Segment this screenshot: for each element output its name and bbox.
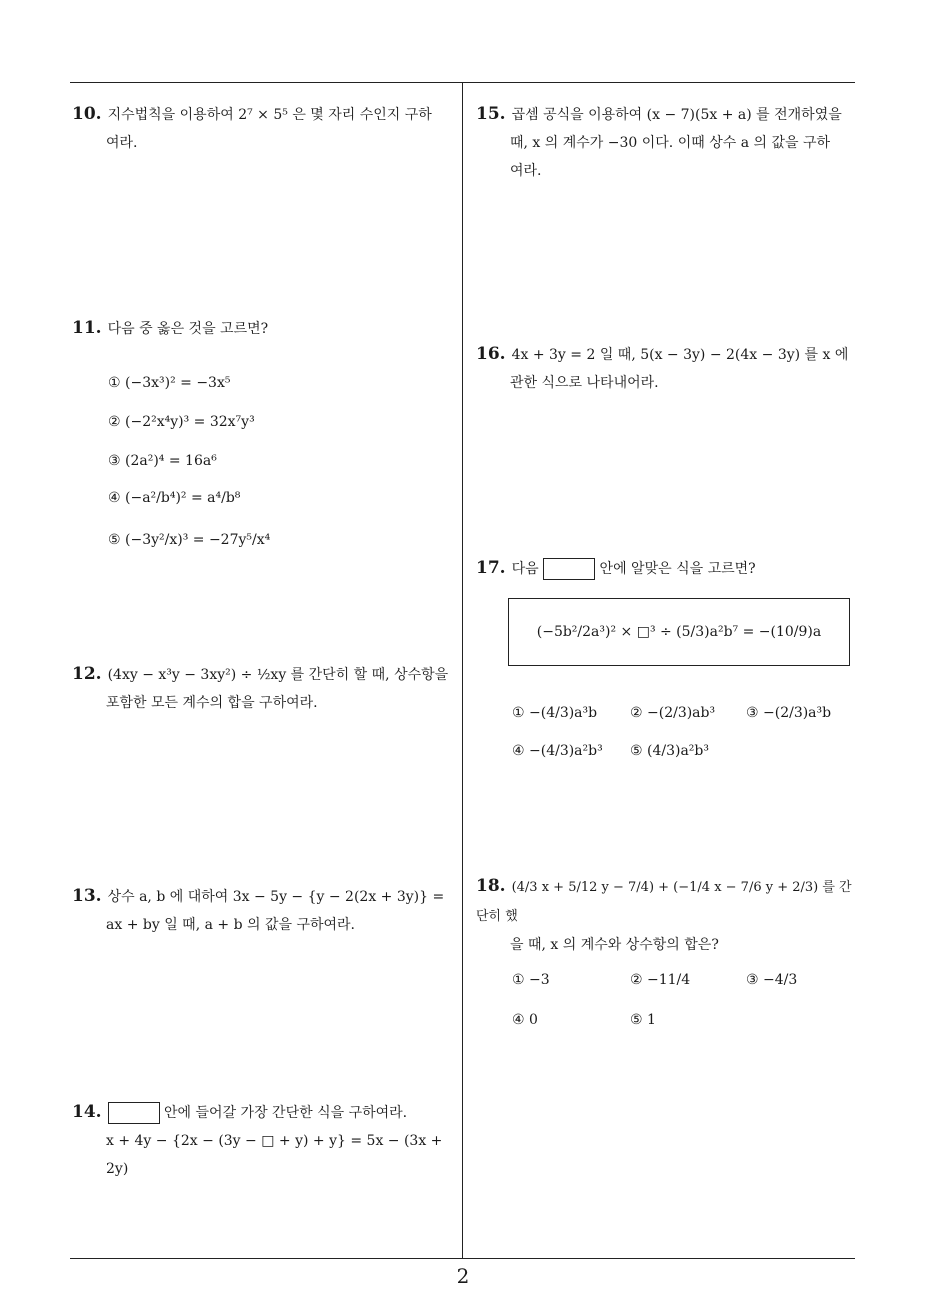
question-text-cont: 때, x 의 계수가 −30 이다. 이때 상수 a 의 값을 구하 [510,135,831,151]
question-text-cont: 관한 식으로 나타내어라. [510,375,659,391]
bottom-rule [70,1258,855,1259]
choice-1[interactable]: ① −(4/3)a³b [512,705,598,721]
choice-5[interactable]: ⑤ (4/3)a²b³ [630,743,709,759]
question-text-cont: 포함한 모든 계수의 합을 구하여라. [106,695,318,711]
question-equation: (−5b²/2a³)² × □³ ÷ (5/3)a²b⁷ = −(10/9)a [536,624,822,640]
choice-4[interactable]: ④ −(4/3)a²b³ [512,743,603,759]
question-number: 18. [476,876,506,896]
question-14 [72,1098,457,1183]
choice-1[interactable]: ① −3 [512,972,550,988]
question-18 [476,872,861,959]
answer-box [108,1102,160,1124]
choice-3[interactable]: ③ (2a²)⁴ = 16a⁶ [108,453,217,469]
question-text: 다음 [511,561,539,577]
equation-box [508,598,850,666]
question-17 [476,554,861,583]
question-number: 12. [72,664,102,684]
question-text: (4/3 x + 5/12 y − 7/4) + (−1/4 x − 7/6 y + 2/3) 를 간단히 했 [476,880,852,924]
choice-4[interactable]: ④ 0 [512,1012,538,1028]
choice-5[interactable]: ⑤ 1 [630,1012,656,1028]
question-13 [72,882,457,939]
question-text: 지수법칙을 이용하여 2⁷ × 5⁵ 은 몇 자리 수인지 구하 [107,107,432,123]
choice-2[interactable]: ② (−2²x⁴y)³ = 32x⁷y³ [108,414,255,430]
question-15 [476,100,861,185]
choice-5[interactable]: ⑤ (−3y²/x)³ = −27y⁵/x⁴ [108,532,271,548]
question-10 [72,100,457,157]
answer-box [543,558,595,580]
choice-3[interactable]: ③ −4/3 [746,972,798,988]
question-text: 상수 a, b 에 대하여 3x − 5y − {y − 2(2x + 3y)} = [107,889,445,905]
choice-3[interactable]: ③ −(2/3)a³b [746,705,832,721]
column-divider [462,83,463,1258]
question-number: 15. [476,104,506,124]
page-number: 2 [456,1264,470,1288]
question-text-cont: 여라. [510,163,542,179]
question-number: 16. [476,344,506,364]
question-number: 17. [476,558,506,578]
question-text-cont: 을 때, x 의 계수와 상수항의 합은? [510,937,719,953]
question-text: (4xy − x³y − 3xy²) ÷ ½xy 를 간단히 할 때, 상수항을 [107,667,449,683]
choice-4[interactable]: ④ (−a²/b⁴)² = a⁴/b⁸ [108,490,241,506]
question-12 [72,660,457,717]
question-text: 곱셈 공식을 이용하여 (x − 7)(5x + a) 를 전개하였을 [511,107,842,123]
question-text: 4x + 3y = 2 일 때, 5(x − 3y) − 2(4x − 3y) 를 x 에 [511,347,849,363]
question-16 [476,340,861,397]
question-text-cont: 안에 알맞은 식을 고르면? [599,561,756,577]
question-11 [72,314,457,343]
choice-2[interactable]: ② −(2/3)ab³ [630,705,716,721]
question-number: 14. [72,1102,102,1122]
question-number: 10. [72,104,102,124]
question-text-cont: 여라. [106,135,138,151]
question-number: 13. [72,886,102,906]
question-text: 안에 들어갈 가장 간단한 식을 구하여라. [164,1105,408,1121]
choice-2[interactable]: ② −11/4 [630,972,691,988]
question-equation: x + 4y − {2x − (3y − □ + y) + y} = 5x − (3x + 2y) [106,1133,443,1177]
question-text: 다음 중 옳은 것을 고르면? [107,321,269,337]
choice-1[interactable]: ① (−3x³)² = −3x⁵ [108,375,231,391]
question-text-cont: ax + by 일 때, a + b 의 값을 구하여라. [106,917,356,933]
question-number: 11. [72,318,102,338]
